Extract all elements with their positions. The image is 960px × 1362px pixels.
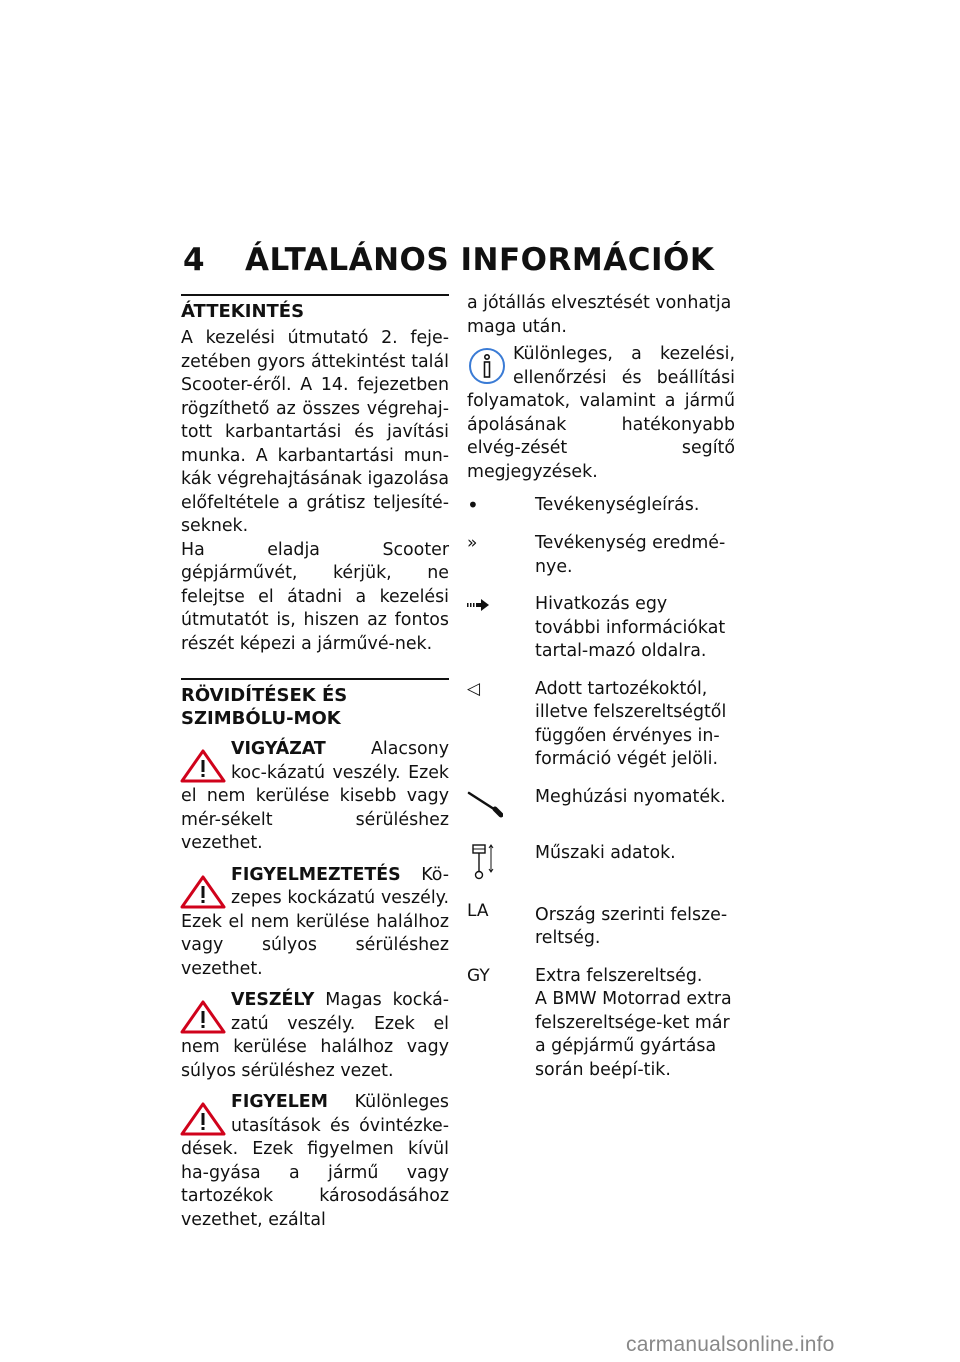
legend-row [467, 786, 735, 822]
reference-arrow-icon [467, 599, 489, 611]
notice-label: FIGYELEM [231, 1092, 328, 1112]
legend-row [467, 842, 735, 882]
symbols-heading: RÖVIDÍTÉSEK ÉS SZIMBÓLU-MOK [181, 685, 348, 729]
legend-row [467, 965, 735, 1083]
section-rule [181, 678, 449, 680]
notice-caution [181, 738, 449, 856]
symbol-legend [467, 494, 735, 1082]
technical-data-icon [467, 842, 497, 882]
watermark: carmanualsonline.info [626, 1333, 835, 1356]
end-marker-icon: ◁ [467, 678, 481, 699]
legend-text: Műszaki adatok. [535, 842, 676, 863]
chapter-number: 4 [183, 242, 206, 278]
legend-text: Ország szerinti felsze-reltség. [535, 904, 728, 948]
chapter-title [183, 242, 783, 278]
overview-paragraph-1: A kezelési útmutató 2. feje-zetében gyors áttekintést talál Scooter-éről. A 14. fejezetben rögzíthető az összes végrehaj-tott karbantartási és javítási munka. A karbantartási mun-kák végrehajtásának igazolása előfeltétele a grátisz teljesíté-seknek. [181, 328, 450, 536]
notice-label: VESZÉLY [231, 990, 315, 1010]
notice-text: Alacsony koc-kázatú veszély. Ezek el nem kerülése kisebb vagy mér-sékelt sérüléshez vezethet. [181, 739, 449, 853]
section-rule [181, 294, 449, 296]
left-column [181, 294, 449, 1232]
legend-row [467, 900, 735, 951]
notice-danger [181, 989, 449, 1083]
right-column [467, 292, 735, 1096]
torque-wrench-icon [467, 789, 503, 819]
notice-warning [181, 864, 449, 982]
info-note [467, 343, 735, 484]
notice-text: Magas kocká-zatú veszély. Ezek el nem kerülése halálhoz vagy súlyos sérüléshez vezet. [181, 990, 449, 1081]
legend-row [467, 494, 735, 518]
legend-text: Tevékenység eredmé-nye. [535, 533, 726, 577]
legend-text: Extra felszereltség. A BMW Motorrad extra felszereltsége-ket már a gépjármű gyártása során beépí-tik. [535, 965, 732, 1080]
notice-label: VIGYÁZAT [231, 739, 326, 759]
warning-triangle-icon [179, 874, 227, 910]
chapter-heading: ÁLTALÁNOS INFORMÁCIÓK [245, 242, 715, 278]
legend-row [467, 593, 735, 664]
country-variant-abbr: LA [467, 900, 489, 921]
notice-label: FIGYELMEZTETÉS [231, 864, 401, 885]
result-arrow-icon: » [467, 533, 478, 554]
bullet-icon: • [467, 493, 479, 518]
overview-paragraph-2: Ha eladja Scooter gépjárművét, kérjük, ne felejtse el átadni a kezelési útmutatót is, hiszen az fontos részét képezi a járművé-nek. [181, 539, 449, 654]
legend-row [467, 532, 735, 579]
legend-text: Hivatkozás egy további információkat tartal-mazó oldalra. [535, 594, 726, 661]
warning-triangle-icon [179, 748, 227, 784]
notice-attention [181, 1091, 449, 1232]
notice-text: Különleges utasítások és óvintézke-dések. Ezek figyelmen kívül ha-gyása a jármű vagy tartozékok károsodásához vezethet, ezáltal [181, 1092, 449, 1230]
warning-triangle-icon [179, 999, 227, 1035]
warning-triangle-icon [179, 1101, 227, 1137]
continued-text: a jótállás elvesztését vonhatja maga után. [467, 293, 732, 337]
legend-text: Adott tartozékoktól, illetve felszereltségtől függően érvényes in-formáció végét jelöli. [535, 678, 727, 769]
notice-text: Kö-zepes kockázatú veszély. Ezek el nem kerülése halálhoz vagy súlyos sérüléshez vezethet. [181, 864, 449, 979]
legend-text: Meghúzási nyomaték. [535, 786, 726, 807]
legend-row [467, 678, 735, 772]
optional-equipment-abbr: GY [467, 965, 490, 986]
info-text: Különleges, a kezelési, ellenőrzési és beállítási folyamatok, valamint a jármű ápolásának hatékonyabb elvég-zését segítő megjegyzések. [467, 344, 735, 482]
overview-heading: ÁTTEKINTÉS [181, 301, 305, 322]
legend-text: Tevékenységleírás. [535, 495, 700, 515]
info-icon [467, 346, 507, 386]
